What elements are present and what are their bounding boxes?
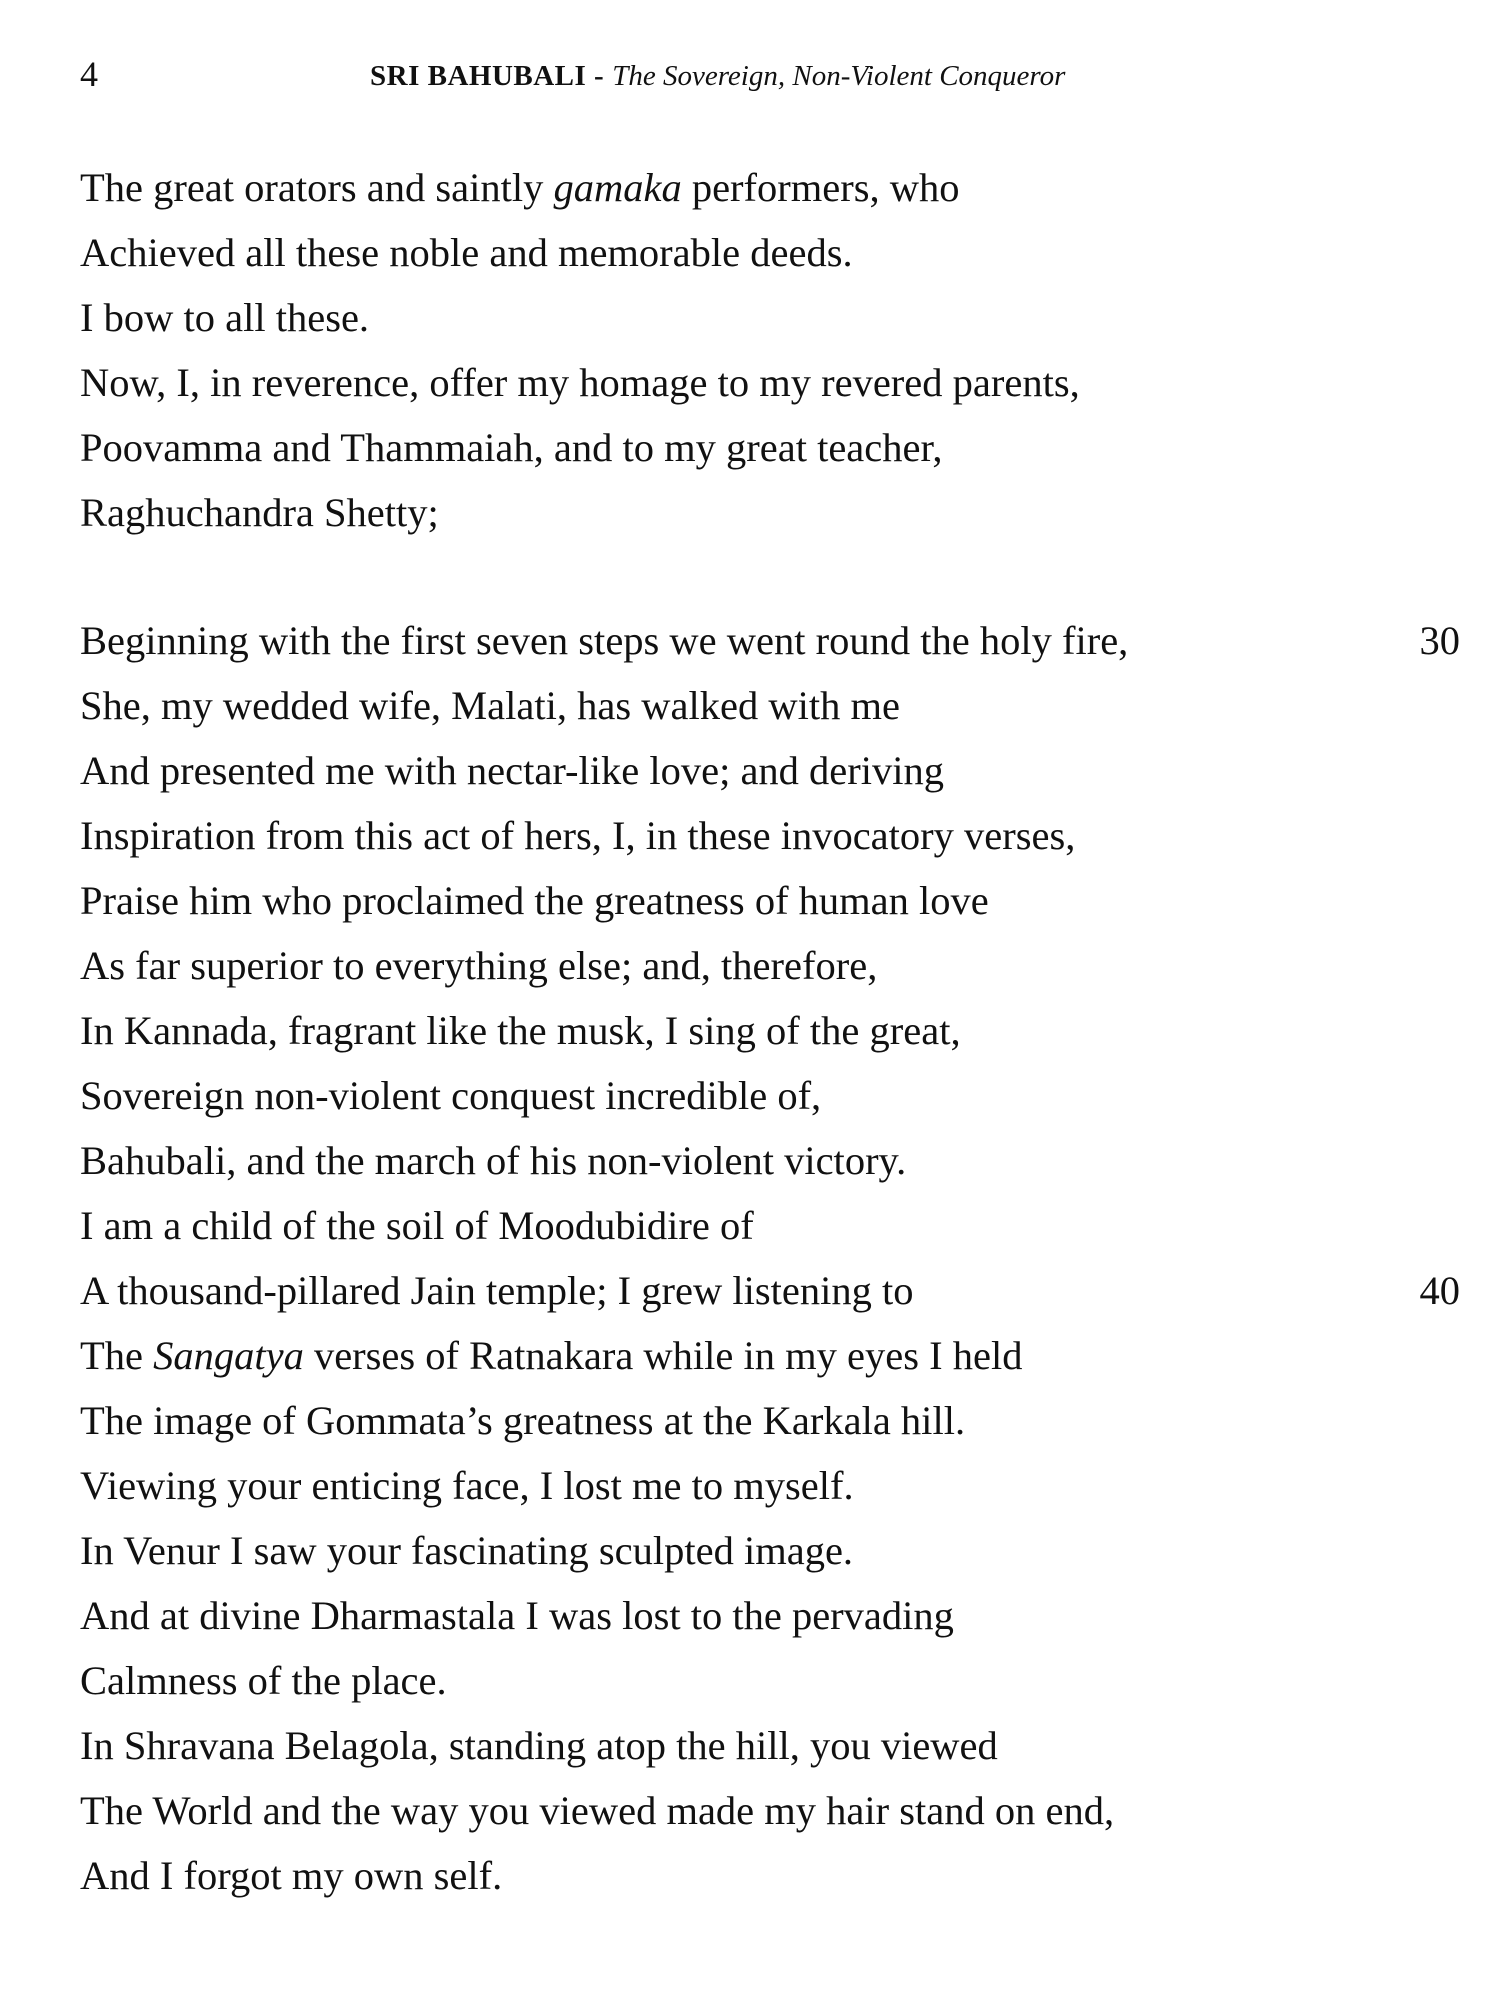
verse-line: The image of Gommata’s greatness at the Karkala hill.: [80, 1398, 966, 1443]
stanza-1: [80, 155, 1460, 545]
line-number: 40: [1419, 1268, 1460, 1313]
verse-italic-term: Sangatya: [153, 1333, 304, 1378]
stanza-2: [80, 608, 1460, 1908]
verse-line: I bow to all these.: [80, 295, 370, 340]
verse-line: Achieved all these noble and memorable deeds.: [80, 230, 853, 275]
verse-line: Raghuchandra Shetty;: [80, 490, 439, 535]
verse-line: And presented me with nectar-like love; and deriving: [80, 748, 945, 793]
page-header: [80, 50, 1300, 110]
verse-line: In Shravana Belagola, standing atop the hill, you viewed: [80, 1723, 998, 1768]
verse-line: I am a child of the soil of Moodubidire of: [80, 1203, 754, 1248]
book-subtitle: The Sovereign, Non-Violent Conqueror: [612, 60, 1066, 92]
verse-text: verses of Ratnakara while in my eyes I held: [303, 1333, 1023, 1378]
verse-line: And at divine Dharmastala I was lost to the pervading: [80, 1593, 954, 1638]
verse-line: [80, 608, 1460, 673]
verse-text: A thousand-pillared Jain temple; I grew listening to: [80, 1268, 914, 1313]
verse-line: The World and the way you viewed made my hair stand on end,: [80, 1788, 1115, 1833]
verse-italic-term: gamaka: [553, 165, 682, 210]
verse-text: The: [80, 1333, 154, 1378]
verse-line: [80, 155, 1460, 220]
verse-line: Poovamma and Thammaiah, and to my great teacher,: [80, 425, 943, 470]
verse-line: Praise him who proclaimed the greatness of human love: [80, 878, 989, 923]
verse-line: Inspiration from this act of hers, I, in these invocatory verses,: [80, 813, 1076, 858]
verse-line: And I forgot my own self.: [80, 1853, 503, 1898]
verse-text: Beginning with the first seven steps we went round the holy fire,: [80, 618, 1129, 663]
book-title: SRI BAHUBALI -: [370, 60, 605, 92]
verse-line: As far superior to everything else; and, therefore,: [80, 943, 878, 988]
running-head: [370, 54, 1065, 98]
page-number: 4: [80, 54, 98, 94]
verse-line: Now, I, in reverence, offer my homage to my revered parents,: [80, 360, 1080, 405]
verse-line: [80, 1258, 1460, 1323]
verse-line: Viewing your enticing face, I lost me to myself.: [80, 1463, 854, 1508]
verse-line: [80, 1323, 1460, 1388]
verse-text: performers, who: [681, 165, 960, 210]
verse-line: In Venur I saw your fascinating sculpted image.: [80, 1528, 854, 1573]
verse-line: Bahubali, and the march of his non-violent victory.: [80, 1138, 907, 1183]
verse-text: The great orators and saintly: [80, 165, 554, 210]
verse-line: She, my wedded wife, Malati, has walked with me: [80, 683, 900, 728]
verse-line: Sovereign non-violent conquest incredible of,: [80, 1073, 822, 1118]
line-number: 30: [1419, 618, 1460, 663]
verse-line: Calmness of the place.: [80, 1658, 447, 1703]
verse-line: In Kannada, fragrant like the musk, I sing of the great,: [80, 1008, 961, 1053]
